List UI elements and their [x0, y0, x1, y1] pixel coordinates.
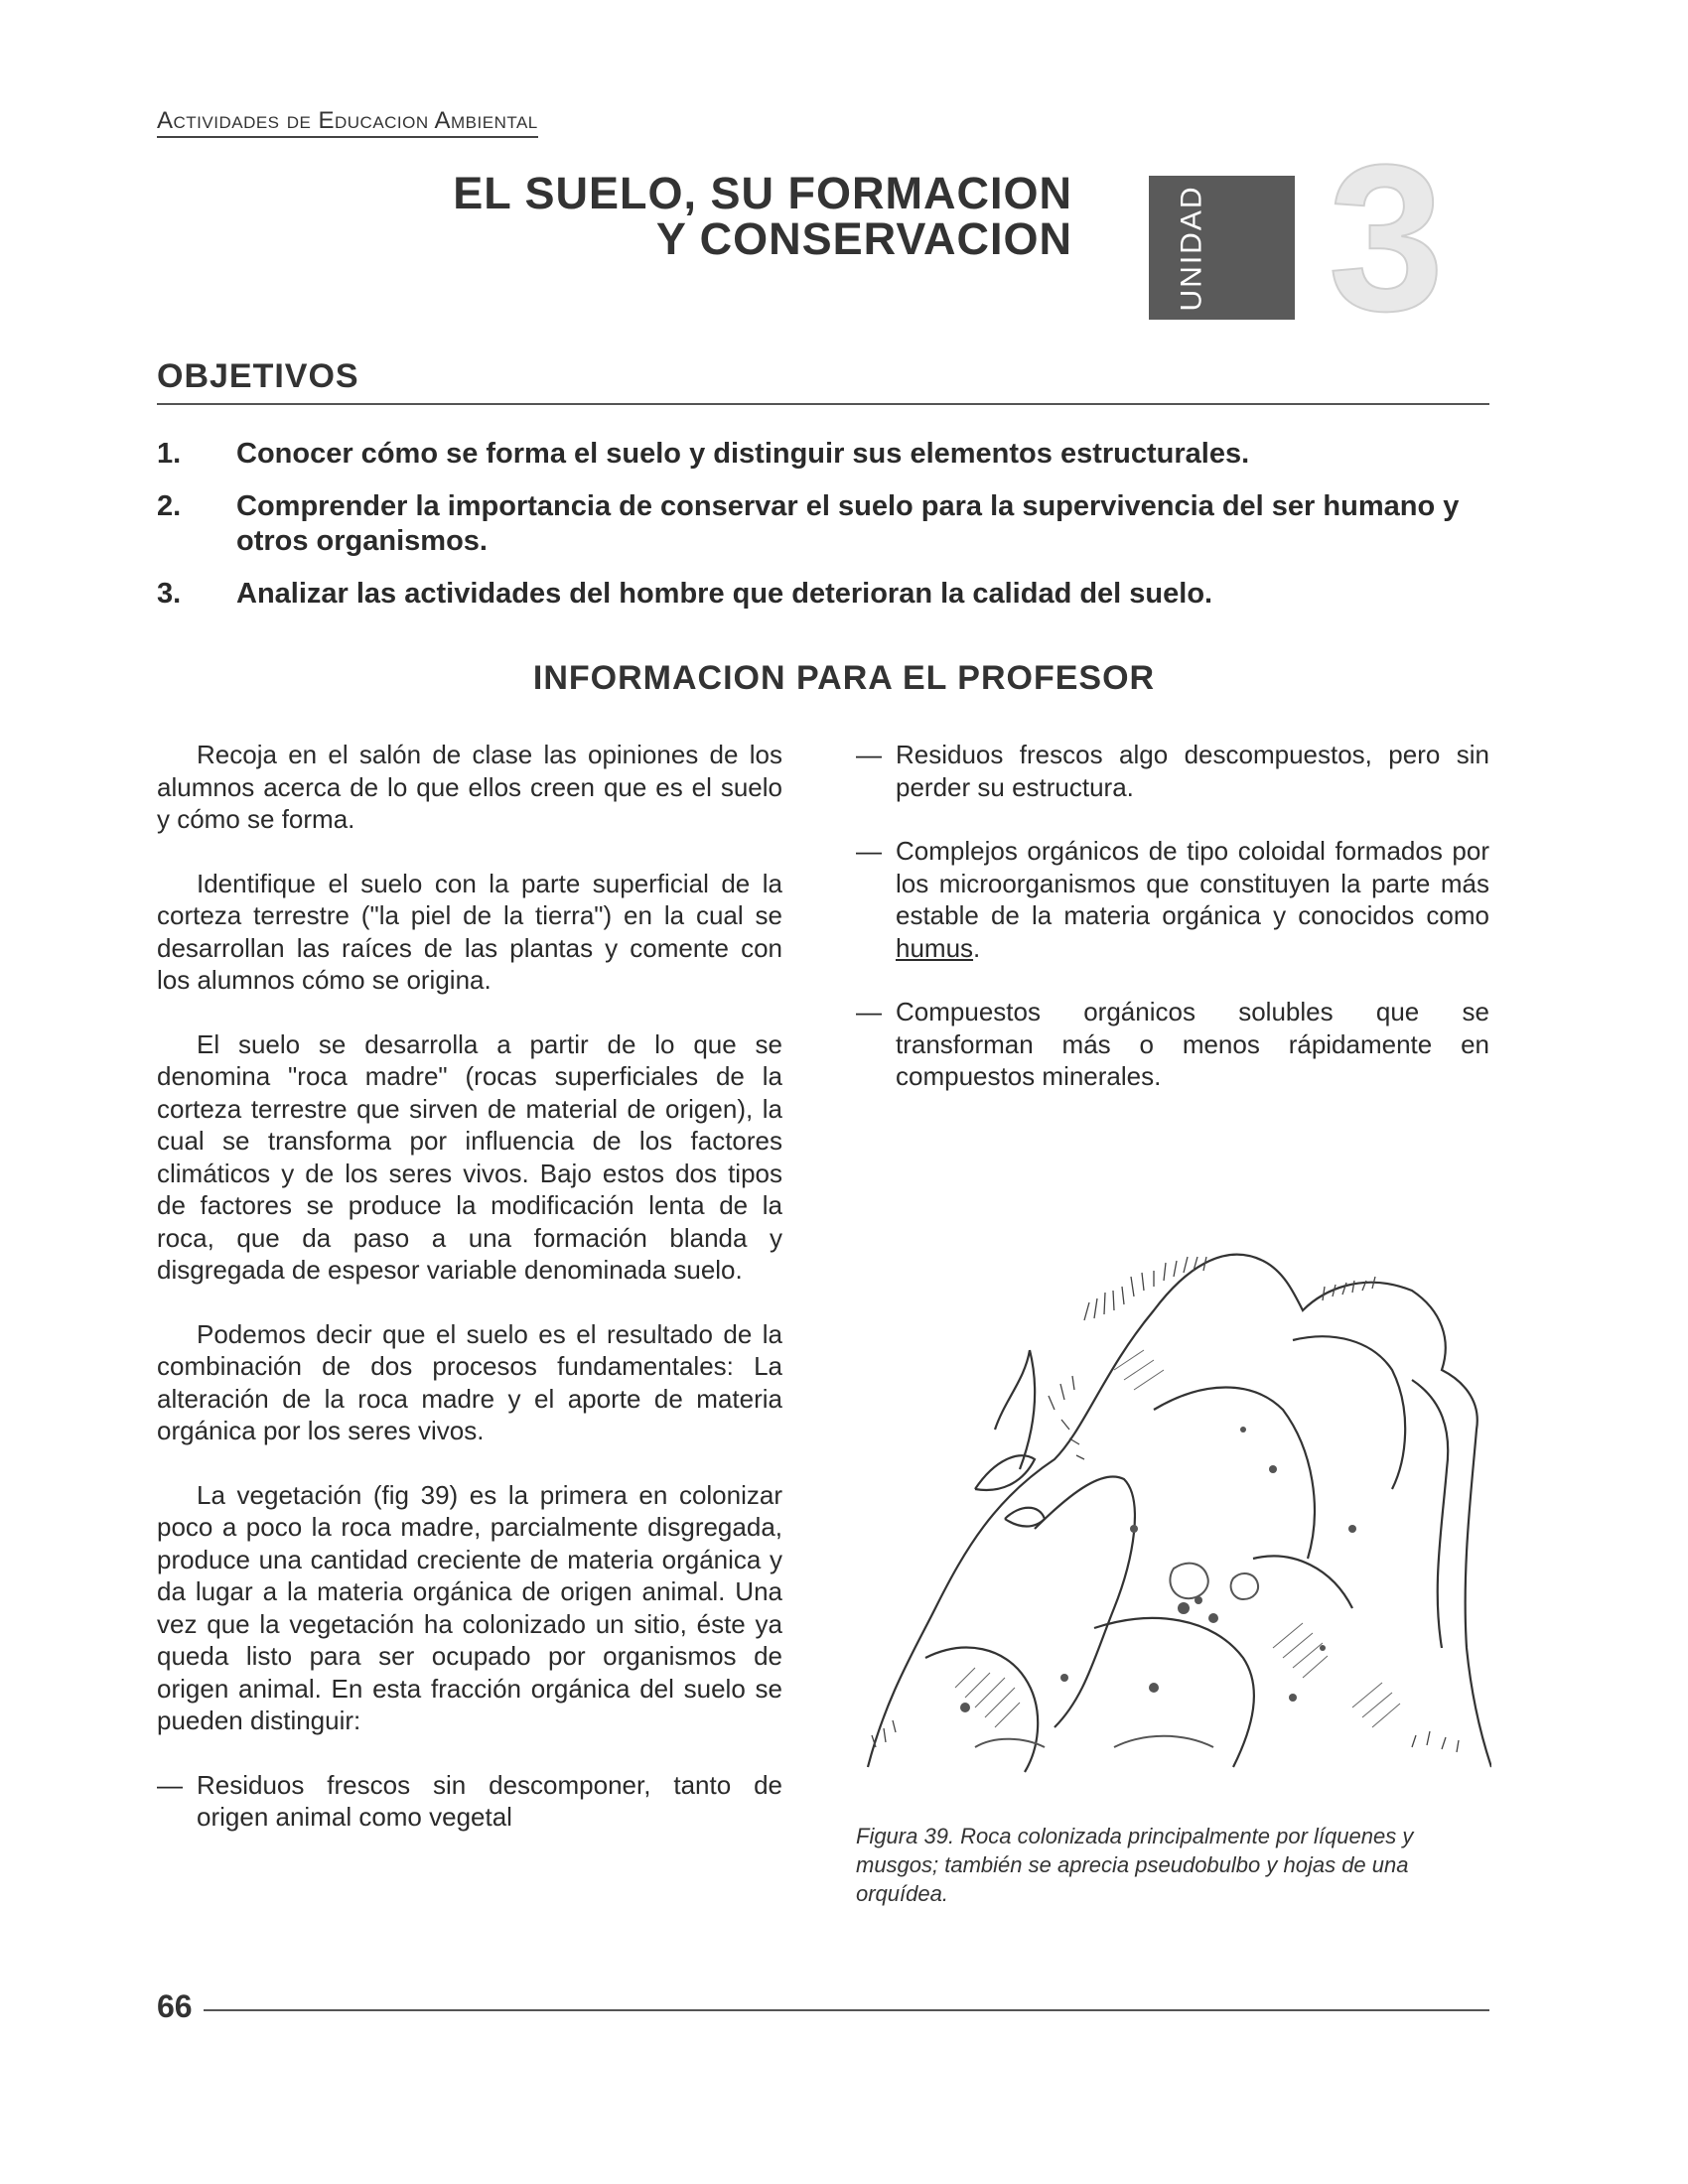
info-heading: INFORMACION PARA EL PROFESOR: [532, 659, 1156, 697]
dash-text-after: .: [973, 932, 981, 963]
title-line-1: EL SUELO, SU FORMACION: [453, 168, 1072, 218]
page-title: [278, 168, 1072, 264]
unit-number: 3: [1328, 121, 1445, 354]
dash-item: [157, 1769, 782, 1834]
dash-item: [856, 835, 1489, 964]
dash-item-text: Residuos frescos algo descompuestos, pero sin perder su estructura.: [896, 740, 1489, 802]
dash-mark: —: [157, 1769, 183, 1800]
dash-mark: —: [856, 836, 882, 866]
figure-caption: Figura 39. Roca colonizada principalmente por líquenes y musgos; también se aprecia pseudobulbo y hojas de una orquídea.: [856, 1824, 1414, 1906]
dash-item-text: [896, 835, 1489, 964]
objective-number: 1.: [157, 438, 182, 470]
unit-label: [1172, 176, 1211, 320]
dash-text-before: Complejos orgánicos de tipo coloidal formados por los microorganismos que constituyen la parte más estable de la materia orgánica y conocidos como: [896, 836, 1489, 930]
objective-text: Analizar las actividades del hombre que deterioran la calidad del suelo.: [236, 578, 1213, 610]
body-paragraph: El suelo se desarrolla a partir de lo que se denomina "roca madre" (rocas superficiales de la corteza terrestre que sirven de material de origen), la cual se transforma por influencia de los factores climáticos y de los seres vivos. Bajo estos dos tipos de factores se produce la modificación lenta de la roca, que da paso a una formación blanda y disgregada de espesor variable denominada suelo.: [157, 1028, 782, 1285]
body-paragraph: La vegetación (fig 39) es la primera en colonizar poco a poco la roca madre, parcialmente disgregada, produce una cantidad creciente de materia orgánica y da lugar a la materia orgánica de origen animal. Una vez que la vegetación ha colonizado un sitio, éste ya queda listo para ser ocupado por organismos de origen animal. En esta fracción orgánica del suelo se pueden distinguir:: [157, 1479, 782, 1735]
rock-illustration: [856, 1231, 1491, 1807]
unit-label-text: UNIDAD: [1175, 184, 1208, 312]
dash-mark: —: [856, 997, 882, 1026]
title-line-2: Y CONSERVACION: [655, 213, 1072, 264]
objectives-heading: OBJETIVOS: [157, 357, 359, 395]
dash-item: [856, 996, 1489, 1093]
objective-text: Conocer cómo se forma el suelo y distinguir sus elementos estructurales.: [236, 438, 1250, 470]
objective-number: 2.: [157, 490, 182, 522]
dash-item: [856, 739, 1489, 803]
body-paragraph: Podemos decir que el suelo es el resultado de la combinación de dos procesos fundamentales: La alteración de la roca madre y el aporte de materia orgánica por los seres vivos.: [157, 1318, 782, 1445]
dash-item-text: Compuestos orgánicos solubles que se transforman más o menos rápidamente en compuestos minerales.: [896, 997, 1489, 1091]
body-paragraph: Identifique el suelo con la parte superficial de la corteza terrestre ("la piel de la tierra") en la cual se desarrollan las raíces de las plantas y comente con los alumnos cómo se origina.: [157, 868, 782, 995]
body-paragraph: Recoja en el salón de clase las opiniones de los alumnos acerca de lo que ellos creen que es el suelo y cómo se forma.: [157, 740, 782, 834]
objective-item: [157, 489, 1487, 559]
dash-item-text: Residuos frescos sin descomponer, tanto de origen animal como vegetal: [197, 1769, 782, 1832]
left-column: [157, 739, 782, 1865]
objectives-rule: [157, 403, 1489, 405]
objective-number: 3.: [157, 578, 182, 610]
running-header: Actividades de Educacion Ambiental: [157, 107, 538, 138]
right-column: [856, 739, 1489, 1125]
objective-item: [157, 437, 1487, 472]
humus-term: humus: [896, 932, 974, 963]
objective-item: [157, 577, 1487, 612]
objectives-list: [157, 437, 1487, 629]
objective-text: Comprender la importancia de conservar el suelo para la supervivencia del ser humano y otros organismos.: [236, 490, 1460, 557]
dash-mark: —: [856, 740, 882, 769]
footer-rule: [204, 2009, 1489, 2011]
page-number: 66: [157, 1988, 193, 2024]
